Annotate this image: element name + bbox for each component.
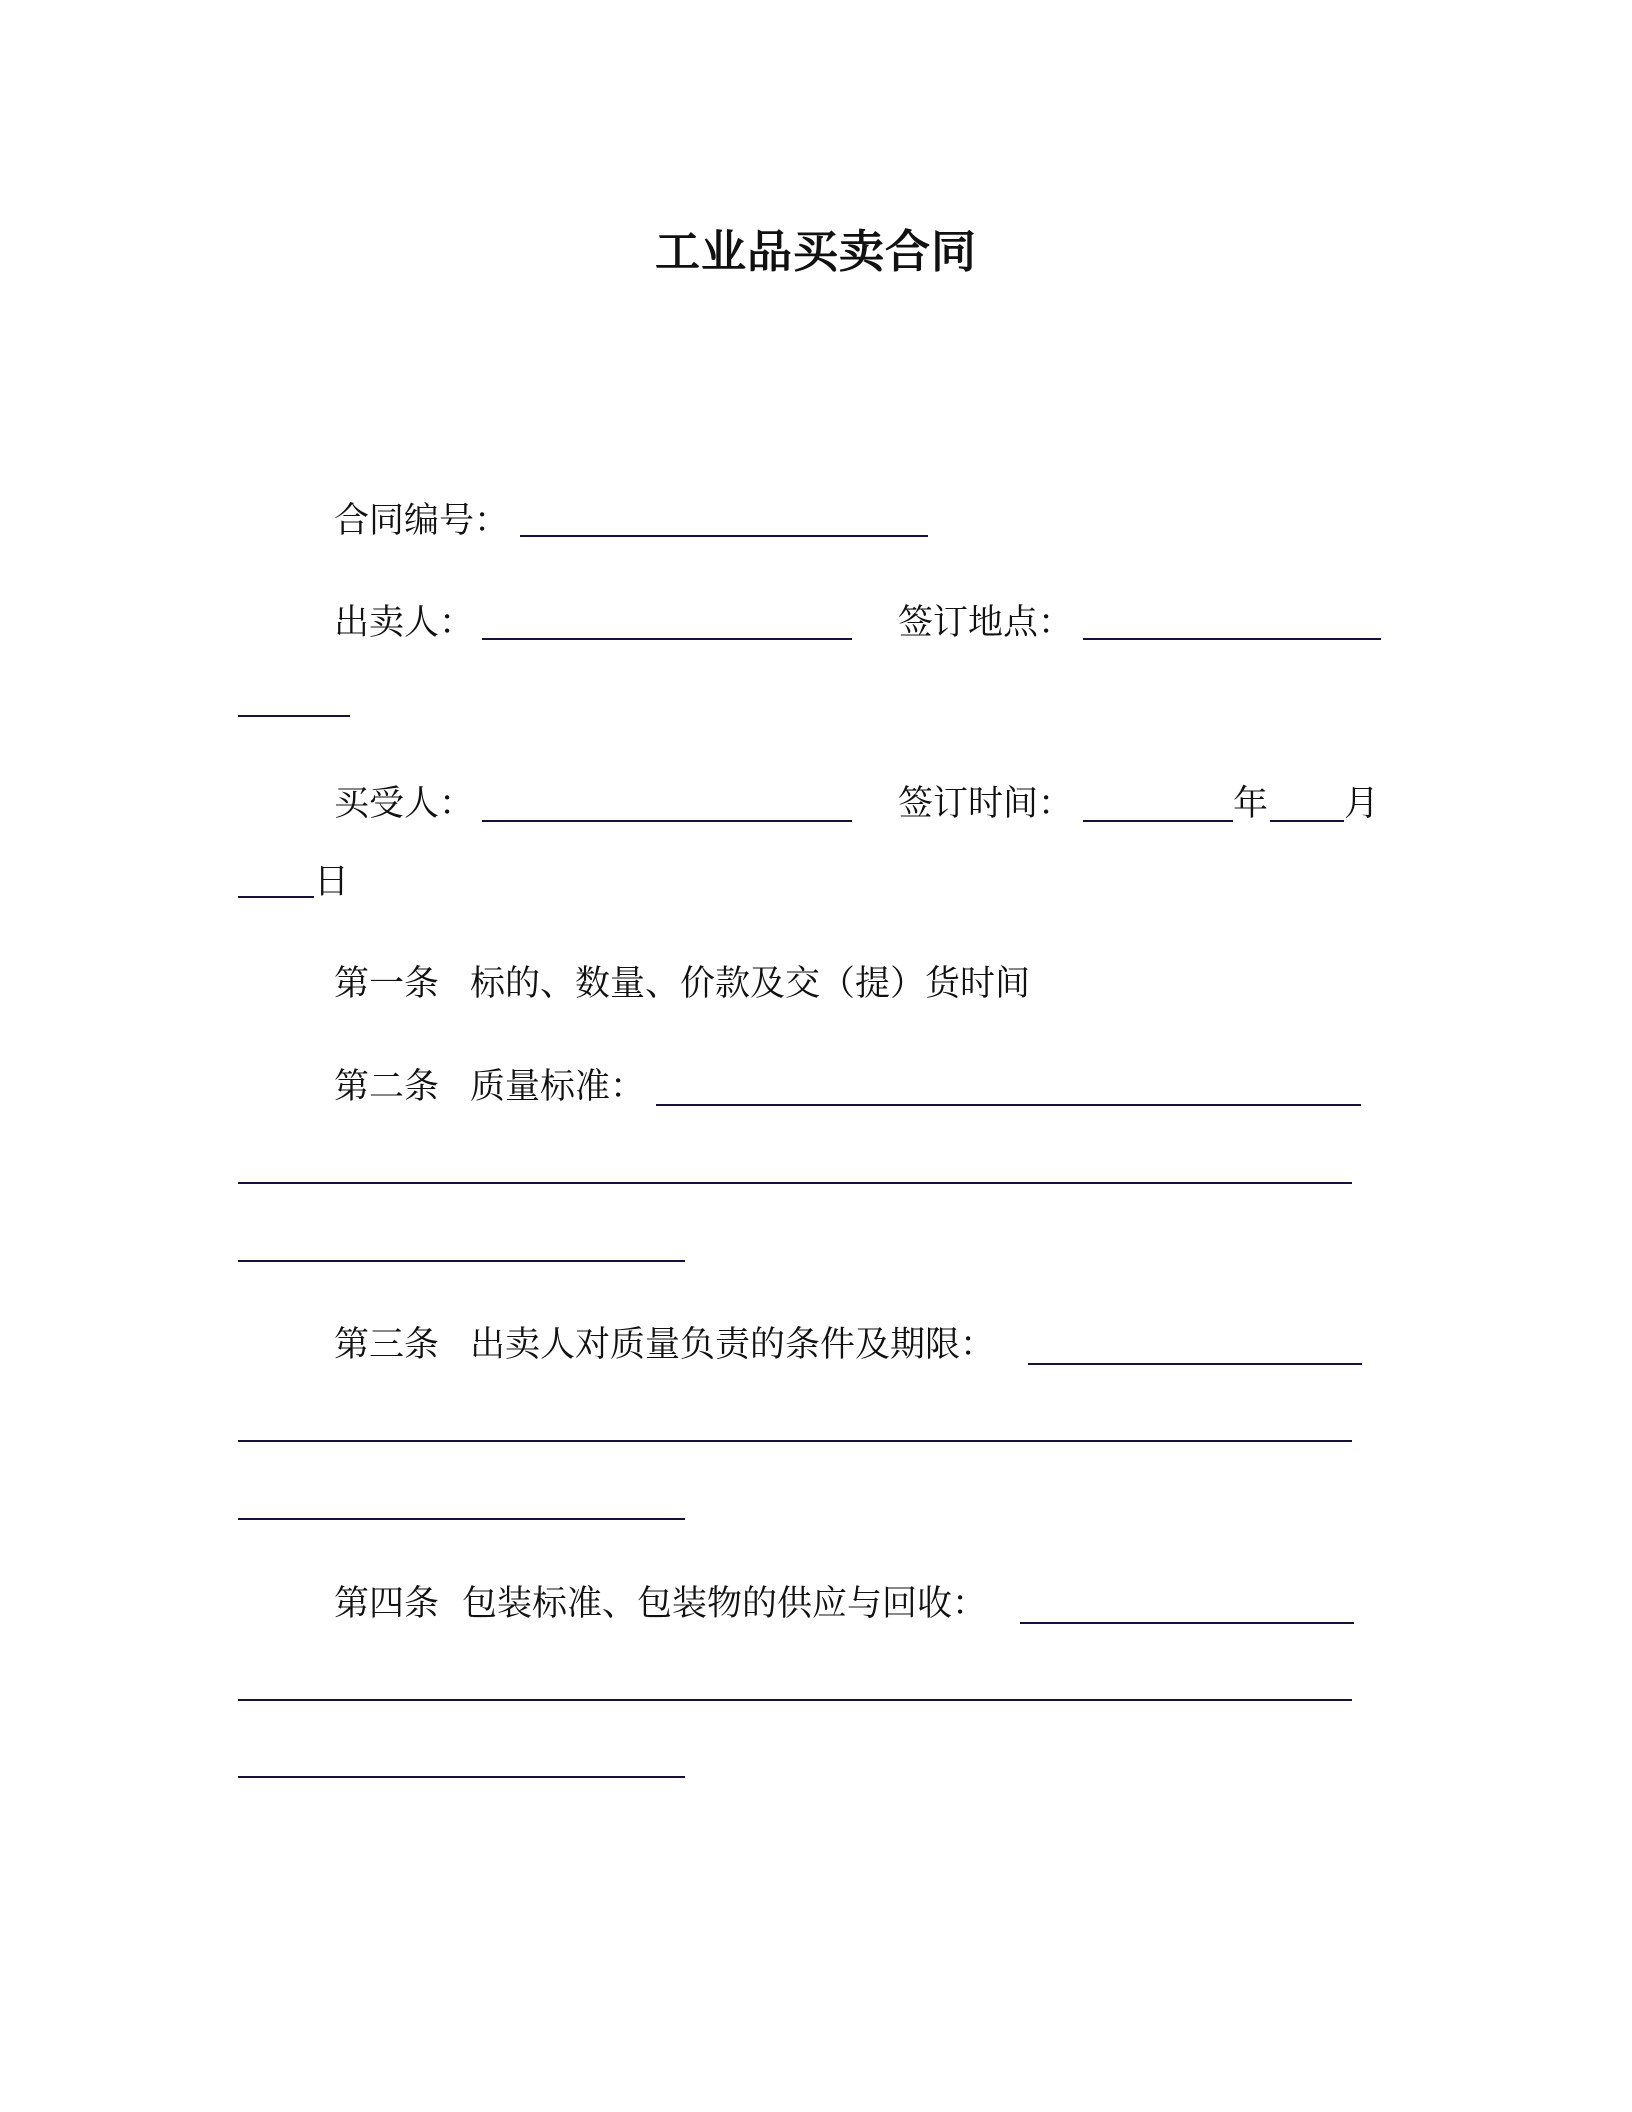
contract-number-label: 合同编号： — [334, 501, 510, 541]
month-label: 月 — [1344, 784, 1380, 824]
article-4-blank-3[interactable] — [238, 1776, 685, 1778]
sign-place-label: 签订地点： — [898, 603, 1074, 643]
article-3-blank-1[interactable] — [1028, 1363, 1362, 1365]
article-3-number: 第三条 — [334, 1325, 440, 1365]
sign-place-blank-continued[interactable] — [238, 715, 350, 717]
article-2-text: 质量标准： — [470, 1067, 646, 1107]
sign-place-blank[interactable] — [1083, 638, 1381, 640]
year-label: 年 — [1233, 784, 1269, 824]
article-3-blank-3[interactable] — [238, 1518, 685, 1520]
article-4-number: 第四条 — [334, 1584, 440, 1624]
article-4-blank-1[interactable] — [1020, 1622, 1354, 1624]
article-3-text: 出卖人对质量负责的条件及期限： — [470, 1325, 996, 1365]
article-4-blank-2[interactable] — [238, 1699, 1352, 1701]
article-2-blank-2[interactable] — [238, 1182, 1352, 1184]
contract-number-blank[interactable] — [520, 535, 928, 537]
document-title: 工业品买卖合同 — [654, 225, 977, 278]
article-1-number: 第一条 — [334, 964, 440, 1004]
article-2-blank-1[interactable] — [656, 1104, 1361, 1106]
seller-blank[interactable] — [482, 638, 852, 640]
buyer-blank[interactable] — [482, 820, 852, 822]
month-blank[interactable] — [1270, 820, 1344, 822]
article-2-blank-3[interactable] — [238, 1260, 685, 1262]
seller-label: 出卖人： — [334, 603, 475, 643]
day-label: 日 — [314, 862, 350, 902]
buyer-label: 买受人： — [334, 784, 475, 824]
year-blank[interactable] — [1083, 820, 1233, 822]
article-1-text: 标的、数量、价款及交（提）货时间 — [470, 964, 1031, 1004]
article-2-number: 第二条 — [334, 1067, 440, 1107]
sign-time-label: 签订时间： — [898, 784, 1074, 824]
article-4-text: 包装标准、包装物的供应与回收： — [462, 1584, 988, 1624]
article-3-blank-2[interactable] — [238, 1440, 1352, 1442]
day-blank[interactable] — [238, 896, 314, 898]
